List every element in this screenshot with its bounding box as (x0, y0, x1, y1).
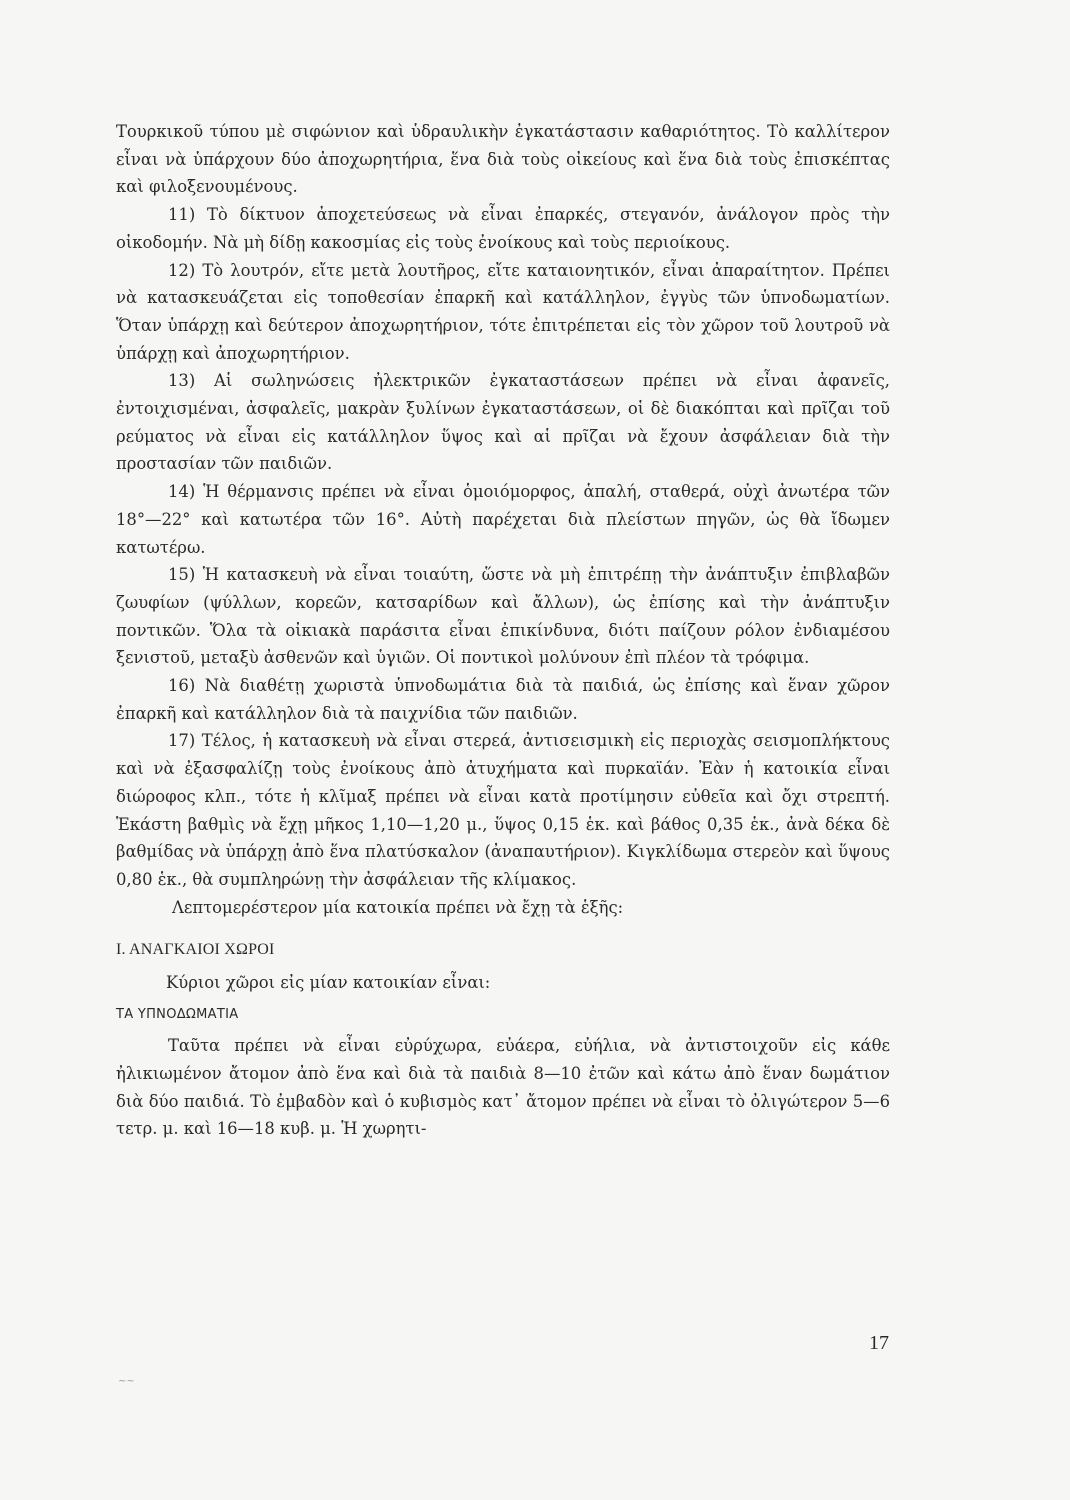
paragraph-item-11: 11) Τὸ δίκτυον ἀποχετεύσεως νὰ εἶναι ἐπαρκές, στεγανόν, ἀνάλογον πρὸς τὴν οἰκοδομήν. Νὰ μὴ δίδῃ κακοσμίας εἰς τοὺς ἐνοίκους καὶ τοὺς περιοίκους. (116, 205, 890, 252)
paragraph-bedrooms: Ταῦτα πρέπει νὰ εἶναι εὐρύχωρα, εὐάερα, εὐήλια, νὰ ἀντιστοιχοῦν εἰς κάθε ἠλικιωμένον ἄτομον ἀπὸ ἕνα καὶ διὰ τὰ παιδιὰ 8—10 ἐτῶν καὶ κάτω ἀπὸ ἕναν δωμάτιον διὰ δύο παιδιά. Τὸ ἐμβαδὸν καὶ ὁ κυβισμὸς κατ᾽ ἄτομον πρέπει νὰ εἶναι τὸ ὀλιγώτερον 5—6 τετρ. μ. καὶ 16—18 κυβ. μ. Ἡ χωρητι- (116, 1036, 890, 1139)
paragraph-item-13: 13) Αἱ σωληνώσεις ἠλεκτρικῶν ἐγκαταστάσεων πρέπει νὰ εἶναι ἀφανεῖς, ἐντοιχισμέναι, ἀσφαλεῖς, μακρὰν ξυλίνων ἐγκαταστάσεων, οἱ δὲ διακόπται καὶ πρῖζαι τοῦ ρεύματος νὰ εἶναι εἰς κατάλληλον ὕψος καὶ αἱ πρῖζαι νὰ ἔχουν ἀσφάλειαν διὰ τὴν προστασίαν τῶν παιδιῶν. (116, 371, 890, 474)
section-intro: Κύριοι χῶροι εἰς μίαν κατοικίαν εἶναι: (166, 973, 491, 993)
paragraph-item-17: 17) Τέλος, ἡ κατασκευὴ νὰ εἶναι στερεά, ἀντισεισμικὴ εἰς περιοχὰς σεισμοπλήκτους καὶ νὰ ἐξασφαλίζῃ τοὺς ἐνοίκους ἀπὸ ἀτυχήματα καὶ πυρκαϊάν. Ἐὰν ἡ κατοικία εἶναι διώροφος κλπ., τότε ἡ κλῖμαξ πρέπει νὰ εἶναι κατὰ προτίμησιν εὐθεῖα καὶ ὄχι στρεπτή. Ἑκάστη βαθμὶς νὰ ἔχῃ μῆκος 1,10—1,20 μ., ὕψος 0,15 ἑκ. καὶ βάθος 0,35 ἑκ., ἀνὰ δέκα δὲ βαθμίδας νὰ ὑπάρχῃ ἀπὸ ἕνα πλατύσκαλον (ἀναπαυτήριον). Κιγκλίδωμα στερεὸν καὶ ὕψους 0,80 ἑκ., θὰ συμπληρώνῃ τὴν ἀσφάλειαν τῆς κλίμακος. (116, 731, 890, 889)
paragraph-summary: Λεπτομερέστερον μία κατοικία πρέπει νὰ ἔχῃ τὰ ἑξῆς: (172, 897, 624, 917)
subheading-bedrooms: ΤΑ ΥΠΝΟΔΩΜΑΤΙΑ (116, 1007, 239, 1023)
paragraph-item-16: 16) Νὰ διαθέτῃ χωριστὰ ὑπνοδωμάτια διὰ τὰ παιδιά, ὡς ἐπίσης καὶ ἕναν χῶρον ἐπαρκῆ καὶ κατάλληλον διὰ τὰ παιχνίδια τῶν παιδιῶν. (116, 676, 890, 723)
page-body (116, 118, 890, 1143)
page-number: 17 (869, 1332, 889, 1354)
paragraph-item-12: 12) Τὸ λουτρόν, εἴτε μετὰ λουτῆρος, εἴτε καταιονητικόν, εἶναι ἀπαραίτητον. Πρέπει νὰ κατασκευάζεται εἰς τοποθεσίαν ἐπαρκῆ καὶ κατάλληλον, ἐγγὺς τῶν ὑπνοδωματίων. Ὅταν ὑπάρχῃ καὶ δεύτερον ἀποχωρητήριον, τότε ἐπιτρέπεται εἰς τὸν χῶρον τοῦ λουτροῦ νὰ ὑπάρχῃ καὶ ἀποχωρητήριον. (116, 260, 890, 363)
paragraph-item-14: 14) Ἡ θέρμανσις πρέπει νὰ εἶναι ὁμοιόμορφος, ἁπαλή, σταθερά, οὐχὶ ἀνωτέρα τῶν 18°—22° καὶ κατωτέρα τῶν 16°. Αὐτὴ παρέχεται διὰ πλείστων πηγῶν, ὡς θὰ ἴδωμεν κατωτέρω. (116, 482, 890, 557)
section-heading: Ι. ΑΝΑΓΚΑΙΟΙ ΧΩΡΟΙ (116, 941, 275, 959)
paragraph-continuation: Τουρκικοῦ τύπου μὲ σιφώνιον καὶ ὑδραυλικὴν ἐγκατάστασιν καθαριότητος. Τὸ καλλίτερον εἶναι νὰ ὑπάρχουν δύο ἀποχωρητήρια, ἕνα διὰ τοὺς οἰκείους καὶ ἕνα διὰ τοὺς ἐπισκέπτας καὶ φιλοξενουμένους. (116, 122, 890, 197)
scan-mark: ~~ (118, 1376, 135, 1387)
paragraph-item-15: 15) Ἡ κατασκευὴ νὰ εἶναι τοιαύτη, ὥστε νὰ μὴ ἐπιτρέπῃ τὴν ἀνάπτυξιν ἐπιβλαβῶν ζωυφίων (ψύλλων, κορεῶν, κατσαρίδων καὶ ἄλλων), ὡς ἐπίσης καὶ τὴν ἀνάπτυξιν ποντικῶν. Ὅλα τὰ οἰκιακὰ παράσιτα εἶναι ἐπικίνδυνα, διότι παίζουν ρόλον ἐνδιαμέσου ξενιστοῦ, μεταξὺ ἀσθενῶν καὶ ὑγιῶν. Οἱ ποντικοὶ μολύνουν ἐπὶ πλέον τὰ τρόφιμα. (116, 565, 890, 668)
